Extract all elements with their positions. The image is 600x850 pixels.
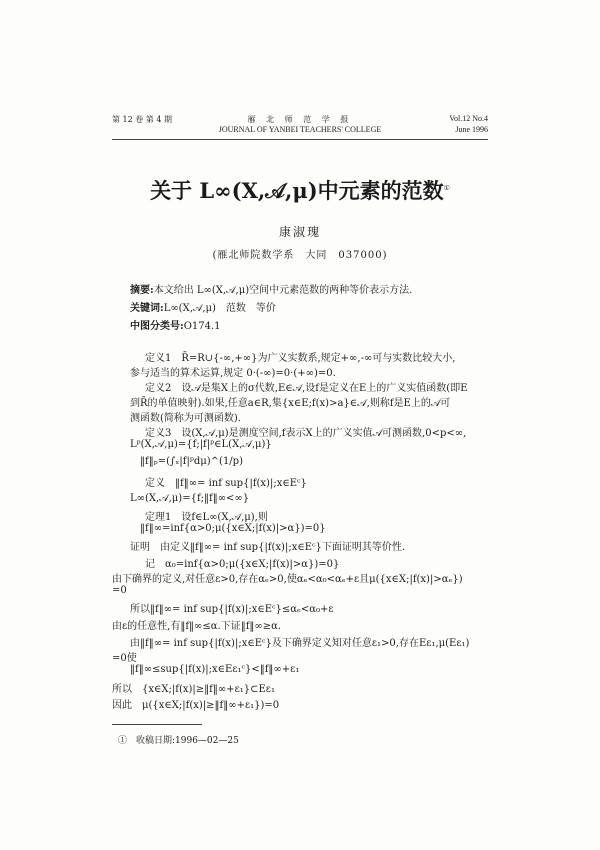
header-date: June 1996 xyxy=(455,125,488,134)
body-line: 由ε的任意性,有‖f‖∞≤α.下证‖f‖∞≥α. xyxy=(112,621,282,632)
body-line: 定义1 R̄=R∪{-∞,+∞}为广义实数系,规定+∞,-∞可与实数比较大小, xyxy=(145,353,456,364)
body-line: 定义3 设(X,𝒜,μ)是测度空间,f表示X上的广义实值𝒜可测函数,0<p<∞, xyxy=(145,428,467,439)
body-line: =0使 xyxy=(112,653,137,664)
header-journal-cn: 雁 北 师 范 学 报 xyxy=(247,115,353,124)
body-line: 因此 μ({x∈X;|f(x)|≥‖f‖∞+ε₁})=0 xyxy=(112,700,280,711)
running-header xyxy=(0,112,600,146)
body-line: 证明 由定义‖f‖∞= inf sup{|f(x)|;x∈Eᶜ}下面证明其等价性. xyxy=(130,542,406,553)
body-line: 定理1 设f∈L∞(X,𝒜,μ),则 xyxy=(145,512,268,523)
header-journal-en: JOURNAL OF YANBEI TEACHERS' COLLEGE xyxy=(218,125,382,134)
body-line: 到R̄的单值映射).如果,任意a∈R,集{x∈E;f(x)>a}∈𝒜,则称f是E上的𝒜可 xyxy=(130,398,451,409)
footnote-rule xyxy=(112,724,202,725)
body-line: ‖f‖∞≤sup{|f(x)|;x∈Eε₁ᶜ}<‖f‖∞+ε₁ xyxy=(130,664,300,675)
title-footnote-mark: ① xyxy=(443,184,450,192)
affiliation: (雁北师院数学系 大同 037000) xyxy=(212,250,388,261)
paper-title: 关于 L∞(X,𝒜,μ)中元素的范数① xyxy=(150,178,450,203)
author: 康淑瑰 xyxy=(278,225,321,239)
body-line: 所以‖f‖∞= inf sup{|f(x)|;x∈Eᶜ}≤αₑ<α₀+ε xyxy=(130,604,334,615)
body-line: L∞(X,𝒜,μ)={f;‖f‖∞<∞} xyxy=(130,493,250,504)
body-line: Lᵖ(X,𝒜,μ)={f;|f|ᵖ∈L(X,𝒜,μ)} xyxy=(130,439,272,450)
clc-number: 中图分类号:O174.1 xyxy=(130,321,221,332)
body-line: ‖f‖ₚ=(∫ₓ|f|ᵖdμ)^(1/p) xyxy=(140,456,243,467)
body-line: 所以 {x∈X;|f(x)|≥‖f‖∞+ε₁}⊂Eε₁ xyxy=(112,684,275,695)
keywords: 关键词:L∞(X,𝒜,μ) 范数 等价 xyxy=(130,303,276,314)
body-line: 定义 ‖f‖∞= inf sup{|f(x)|;x∈Eᶜ} xyxy=(145,478,307,489)
header-rule xyxy=(112,139,488,140)
body-line: =0 xyxy=(112,585,127,596)
footnote: ① 收稿日期:1996—02—25 xyxy=(118,736,239,746)
body-line: 由下确界的定义,对任意ε>0,存在αₑ>0,使αₑ<α₀<αₑ+ε且μ({x∈X;|f(x)|>αₑ}) xyxy=(112,574,463,585)
body-line: 定义2 设𝒜是集X上的σ代数,E∈𝒜,设f是定义在E上的广义实值函数(即E xyxy=(145,383,468,394)
abstract: 摘要:本文给出 L∞(X,𝒜,μ)空间中元素范数的两种等价表示方法. xyxy=(130,285,413,296)
body-line: ‖f‖∞=inf{α>0;μ({x∈X;|f(x)|>α})=0} xyxy=(140,523,326,534)
body-line: 测函数(简称为可测函数). xyxy=(130,413,241,424)
header-volume: Vol.12 No.4 xyxy=(449,114,488,123)
body-line: 由‖f‖∞= inf sup{|f(x)|;x∈Eᶜ}及下确界定义知对任意ε₁>0,存在Eε₁,μ(Eε₁) xyxy=(130,638,470,649)
body-line: 参与适当的算术运算,规定 0·(-∞)=0·(+∞)=0. xyxy=(130,368,336,379)
body-line: 记 α₀=inf{α>0;μ({x∈X;|f(x)|>α})=0} xyxy=(145,559,340,570)
header-left: 第 12 卷 第 4 期 xyxy=(112,115,172,124)
